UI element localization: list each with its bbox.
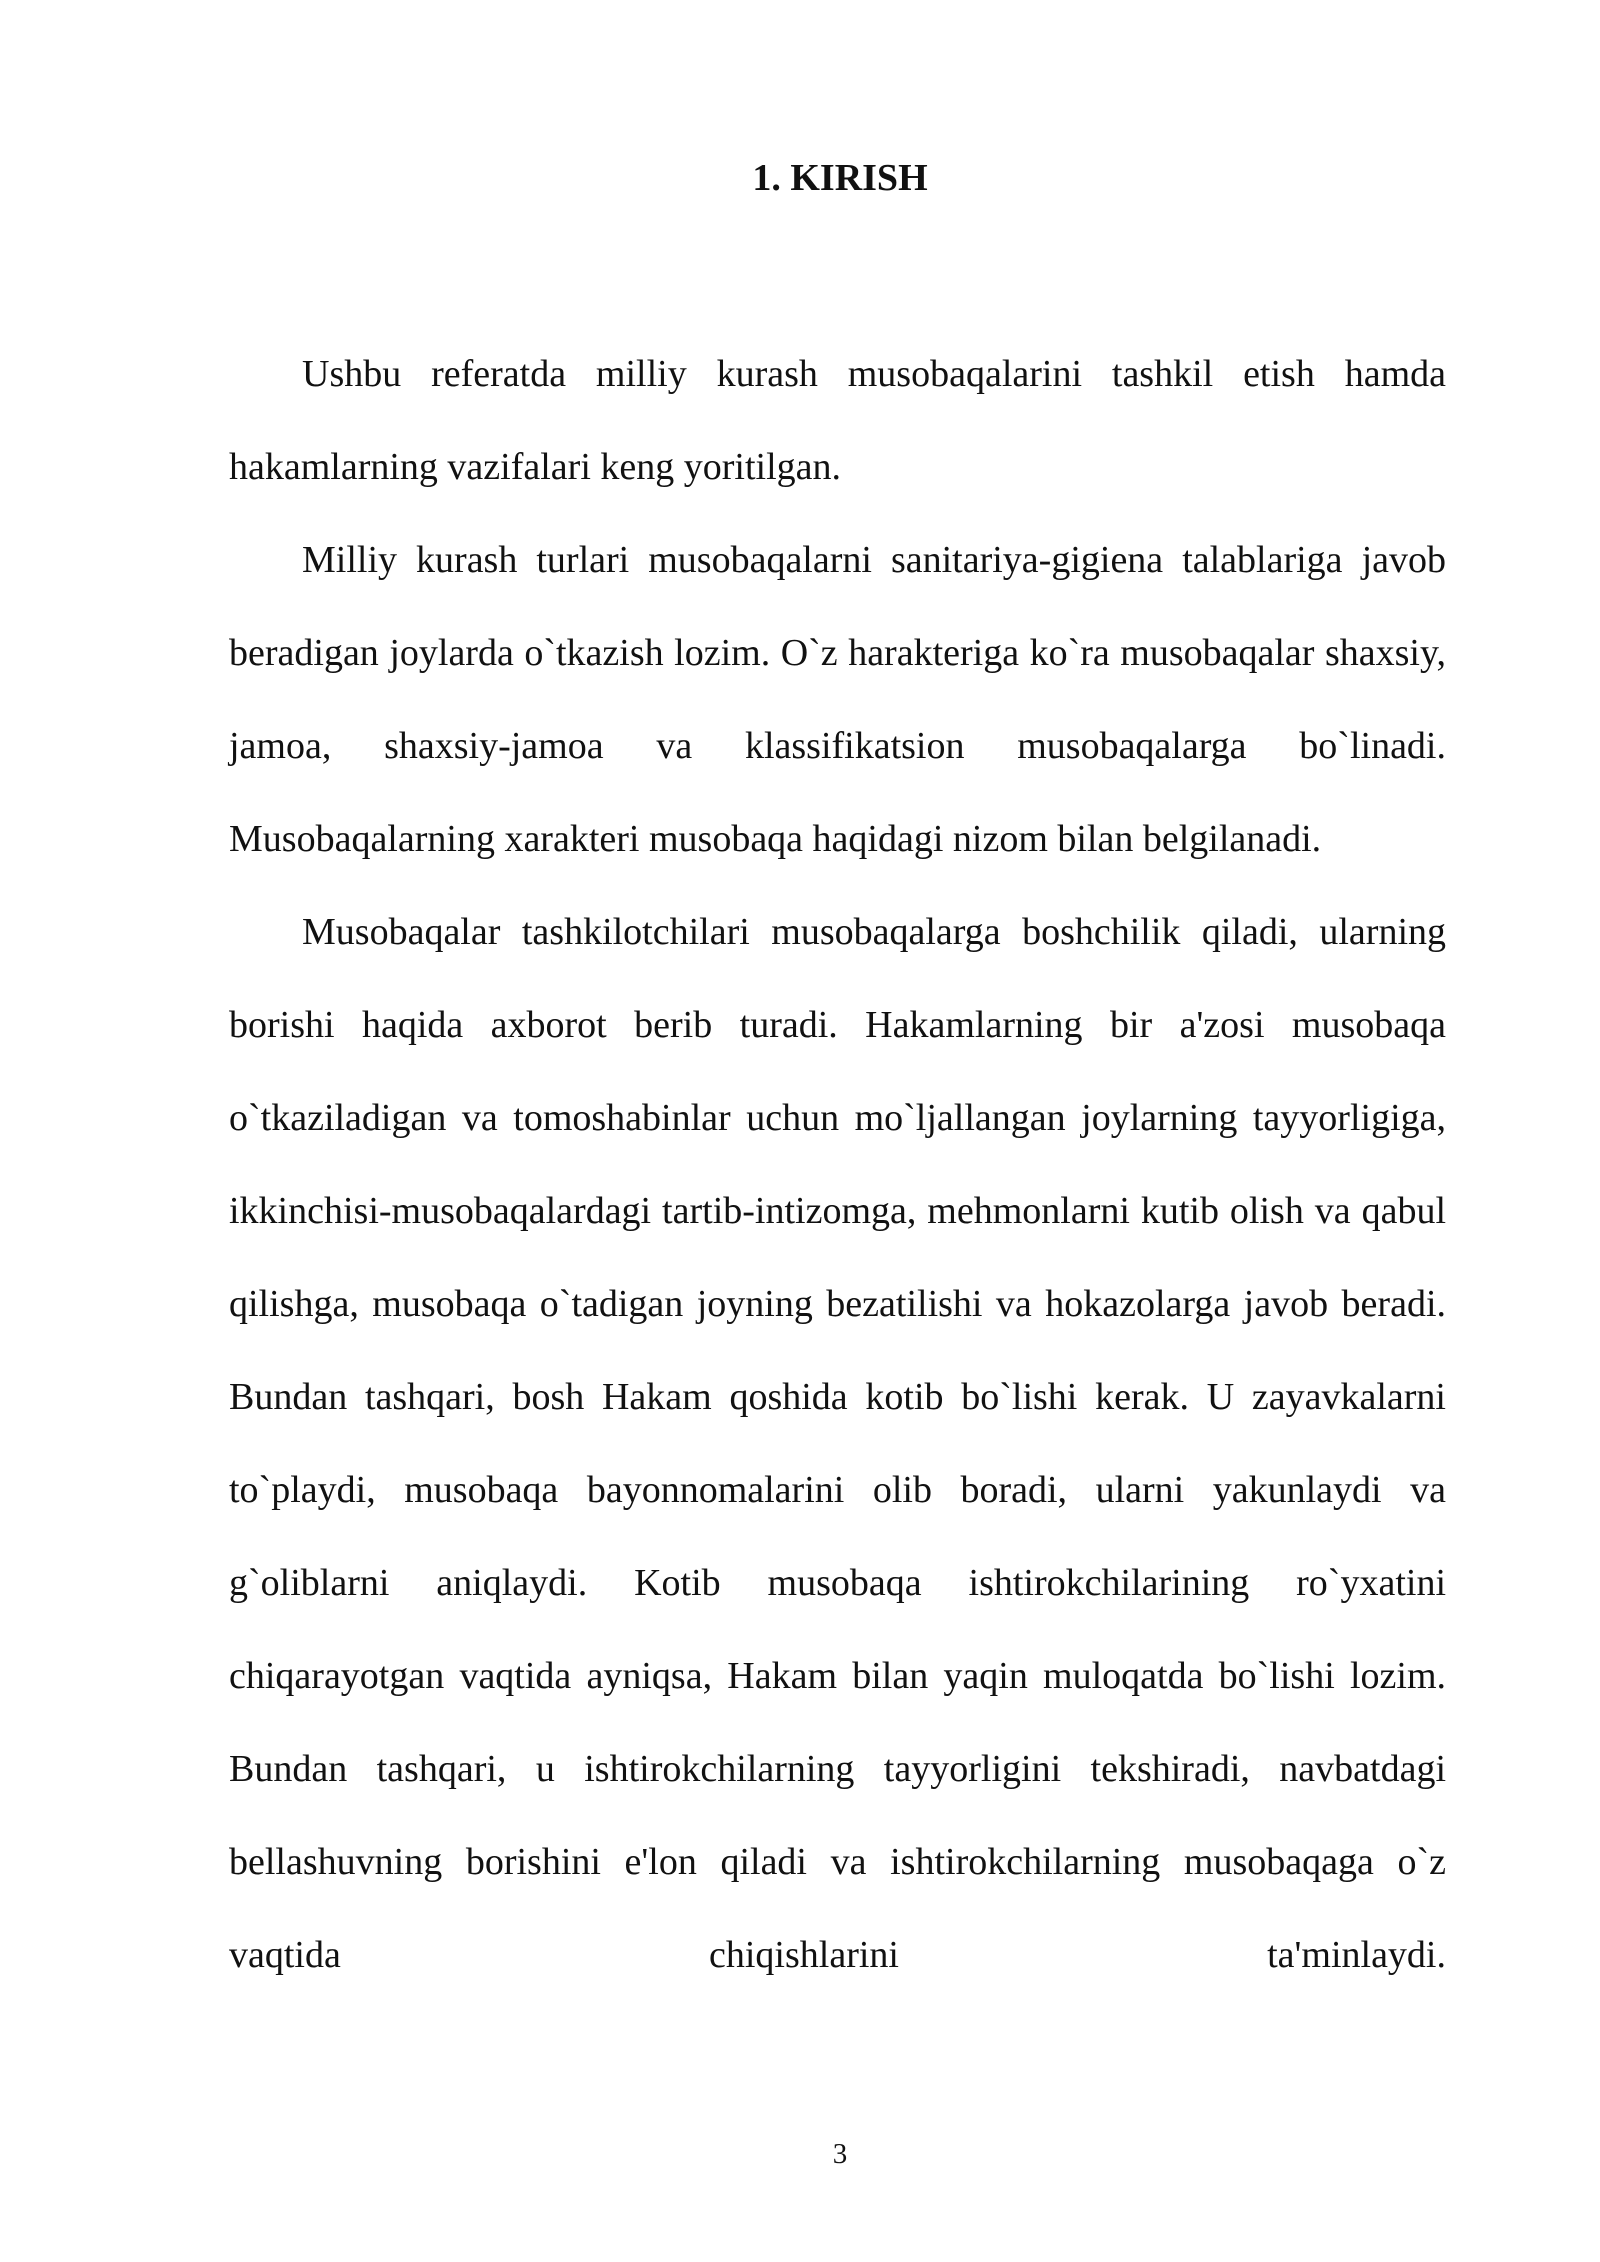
body-text	[229, 328, 1446, 2002]
paragraph-1: Ushbu referatda milliy kurash musobaqalarini tashkil etish hamda hakamlarning vazifalari keng yoritilgan.	[229, 353, 1446, 488]
section-heading: 1. KIRISH	[752, 157, 928, 199]
paragraph-2: Milliy kurash turlari musobaqalarni sanitariya-gigiena talablariga javob beradigan joylarda o`tkazish lozim. O`z harakteriga ko`ra musobaqalar shaxsiy, jamoa, shaxsiy-jamoa va klassifikatsion musobaqalarga bo`linadi. Musobaqalarning xarakteri musobaqa haqidagi nizom bilan belgilanadi.	[229, 539, 1446, 860]
page-number: 3	[832, 2138, 848, 2170]
paragraph-3: Musobaqalar tashkilotchilari musobaqalarga boshchilik qiladi, ularning borishi haqida axborot berib turadi. Hakamlarning bir a'zosi musobaqa o`tkaziladigan va tomoshabinlar uchun mo`ljallangan joylarning tayyorligiga, ikkinchisi-musobaqalardagi tartib-intizomga, mehmonlarni kutib olish va qabul qilishga, musobaqa o`tadigan joyning bezatilishi va hokazolarga javob beradi. Bundan tashqari, bosh Hakam qoshida kotib bo`lishi kerak. U zayavkalarni to`playdi, musobaqa bayonnomalarini olib boradi, ularni yakunlaydi va g`oliblarni aniqlaydi. Kotib musobaqa ishtirokchilarining ro`yxatini chiqarayotgan vaqtida ayniqsa, Hakam bilan yaqin muloqatda bo`lishi lozim. Bundan tashqari, u ishtirokchilarning tayyorligini tekshiradi, navbatdagi bellashuvning borishini e'lon qiladi va ishtirokchilarning musobaqaga o`z vaqtida chiqishlarini ta'minlaydi.	[229, 911, 1446, 1976]
